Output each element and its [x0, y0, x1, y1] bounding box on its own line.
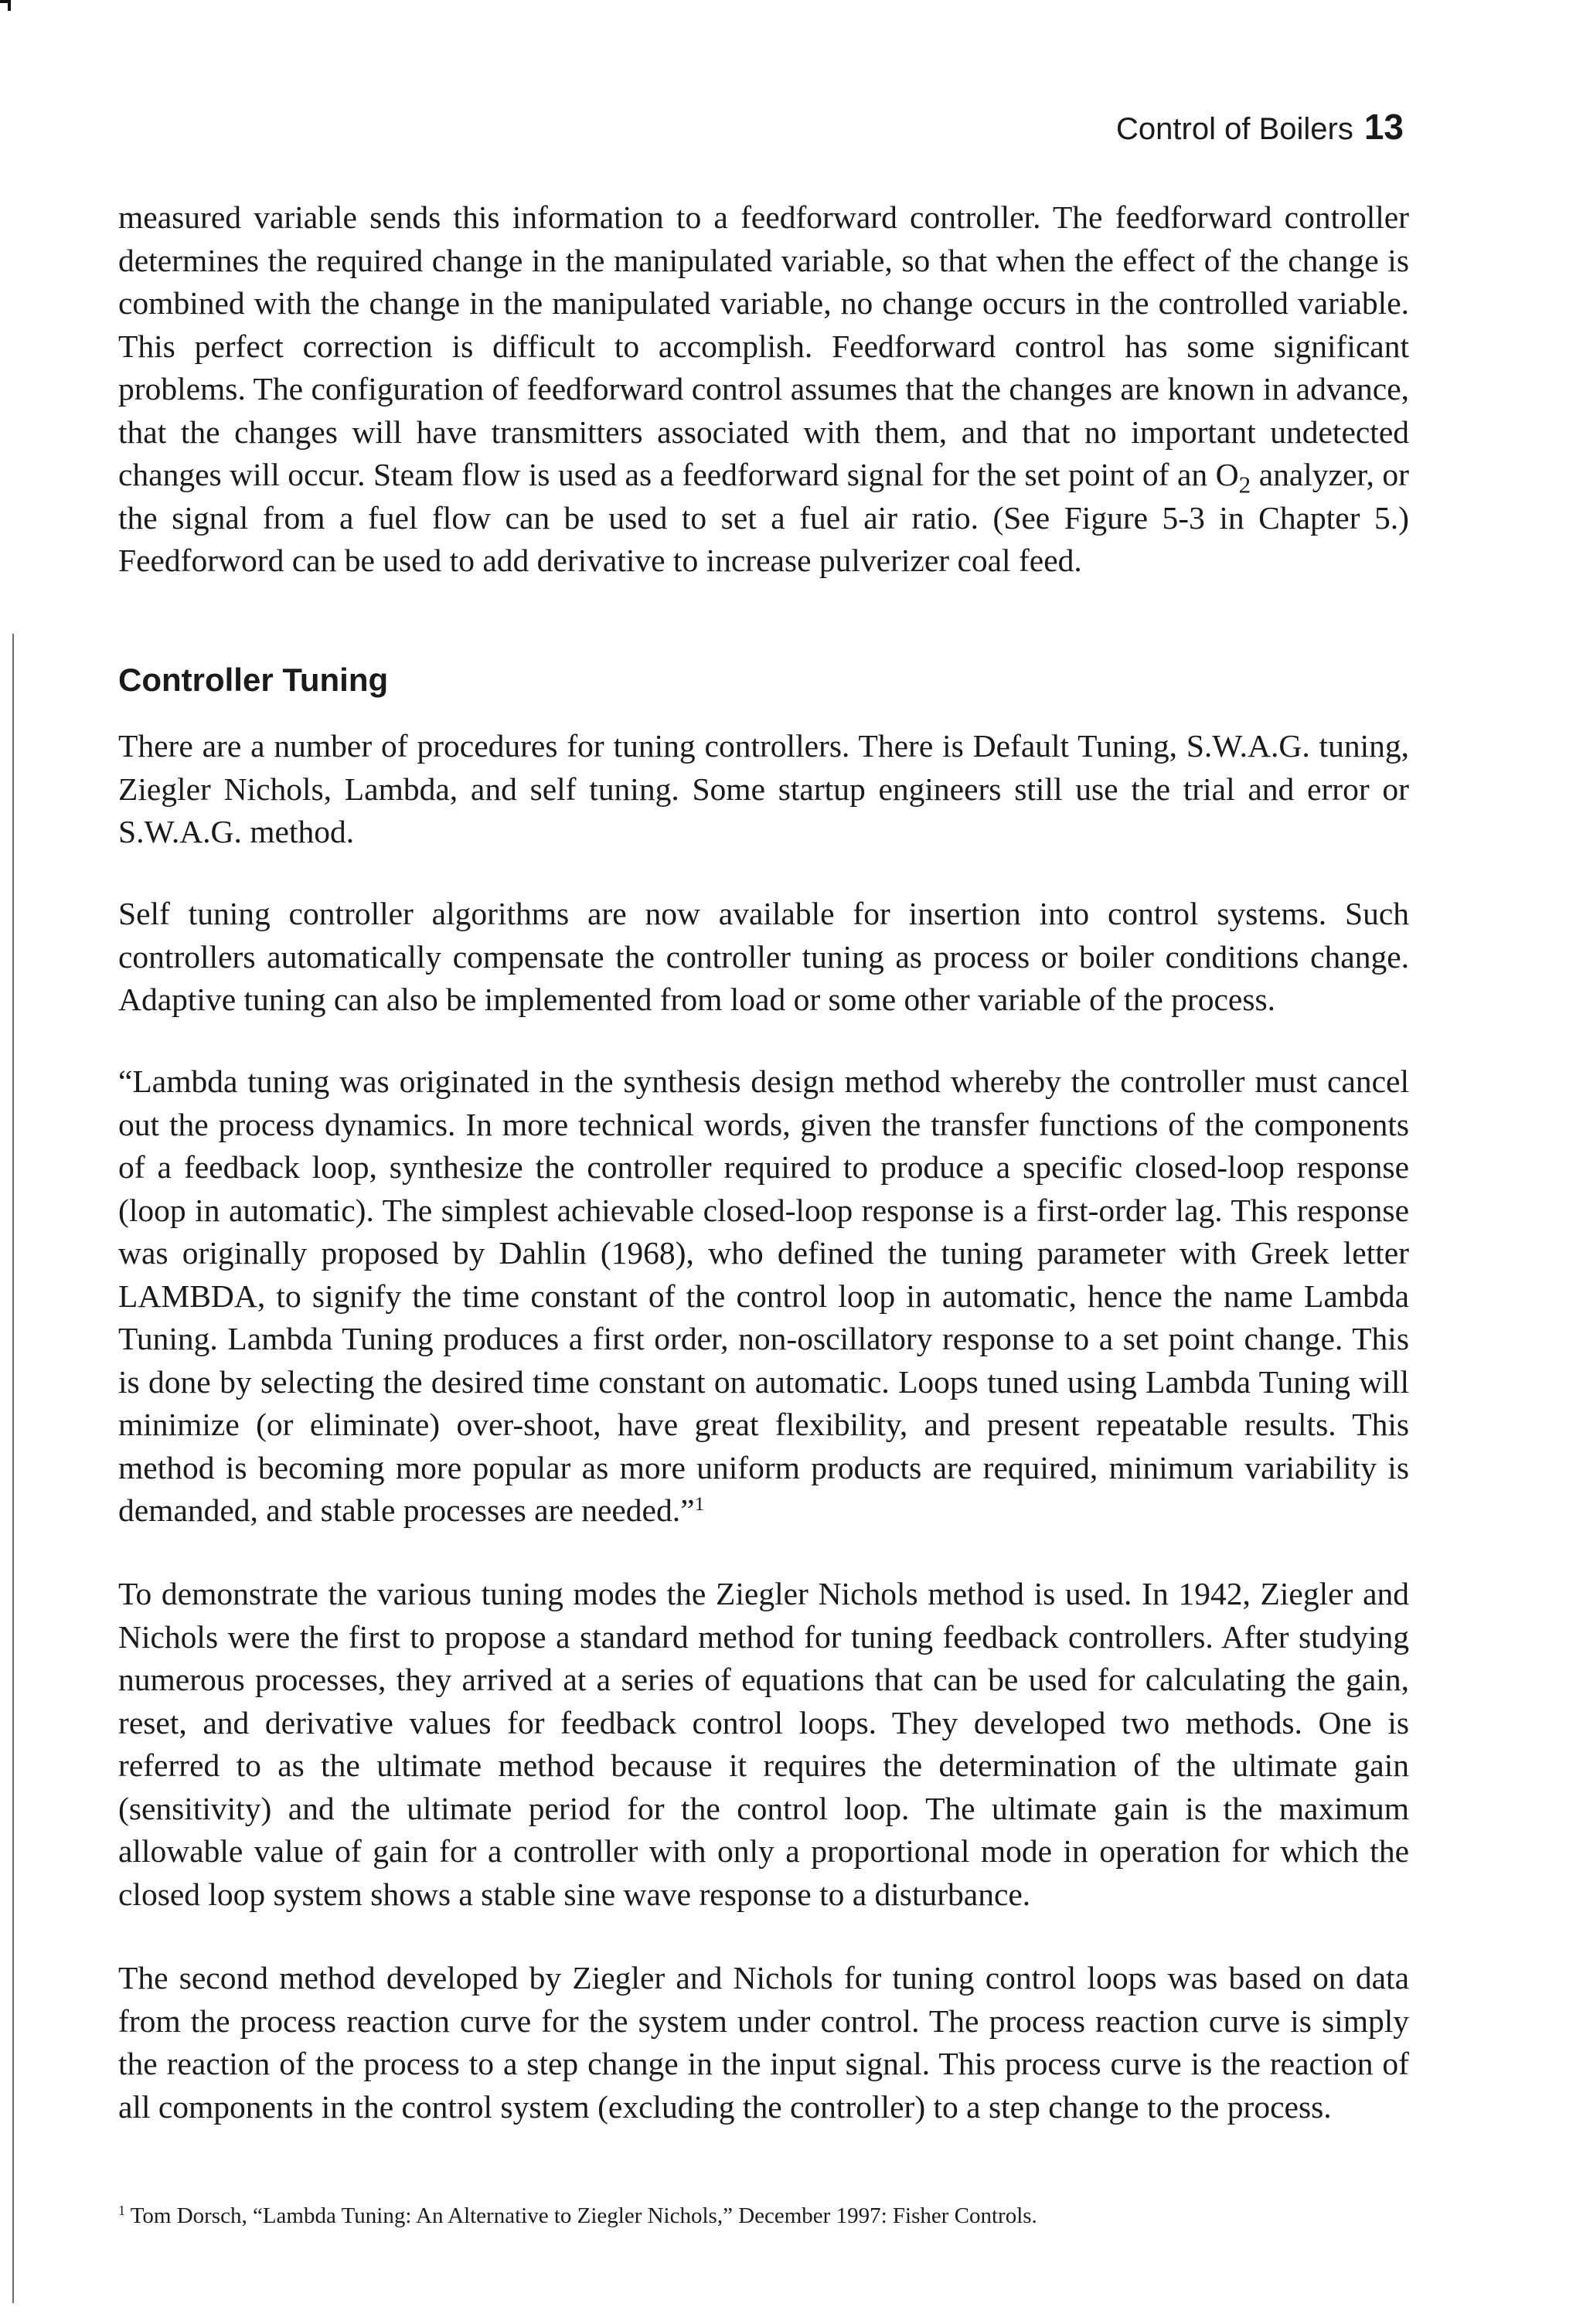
section-heading: Controller Tuning	[118, 662, 389, 698]
footnote-reference: 1	[694, 1492, 705, 1515]
paragraph-second-method: The second method developed by Ziegler and Nichols for tuning control loops was based on data from the process reaction curve for the system under control. The process reaction curve is simply the reaction of the process to a step change in the input signal. This process curve is the reaction of all components in the control system (excluding the controller) to a step change to the process.	[118, 1960, 1409, 2125]
paragraph-self-tuning: Self tuning controller algorithms are now available for insertion into control systems. Such controllers automatically compensate the controller tuning as process or boiler conditions change. Adaptive tuning can also be implemented from load or some other variable of the process.	[118, 896, 1409, 1017]
paragraph-feedforward-part-b: analyzer, or the signal from a fuel flow can be used to set a fuel air ratio. (See Figure 5-3 in Chapter 5.) Feedforword can be used to add derivative to increase pulverizer coal feed.	[118, 457, 1410, 578]
o2-subscript: 2	[1238, 471, 1251, 498]
paragraph-ziegler-nichols: To demonstrate the various tuning modes the Ziegler Nichols method is used. In 1942, Ziegler and Nichols were the first to propose a standard method for tuning feedback controllers. After studying numerous processes, they arrived at a series of equations that can be used for calculating the gain, reset, and derivative values for feedback control loops. They developed two methods. One is referred to as the ultimate method because it requires the determination of the ultimate gain (sensitivity) and the ultimate period for the control loop. The ultimate gain is the maximum allowable value of gain for a controller with only a proportional mode in operation for which the closed loop system shows a stable sine wave response to a disturbance.	[118, 1576, 1409, 1912]
paragraph-lambda-quote	[118, 1060, 1409, 1533]
paragraph-tuning-procedures: There are a number of procedures for tuning controllers. There is Default Tuning, S.W.A.G. tuning, Ziegler Nichols, Lambda, and self tuning. Some startup engineers still use the trial and error or S.W.A.G. method.	[118, 728, 1409, 849]
paragraph-feedforward	[118, 196, 1409, 583]
page-number: 13	[1363, 107, 1404, 147]
lambda-quote-text: “Lambda tuning was originated in the synthesis design method whereby the controller must cancel out the process dynamics. In more technical words, given the transfer functions of the components of a feedback loop, synthesize the controller required to produce a specific closed-loop response (loop in automatic). The simplest achievable closed-loop response is a first-order lag. This response was originally proposed by Dahlin (1968), who defined the tuning parameter with Greek letter LAMBDA, to signify the time constant of the control loop in automatic, hence the name Lambda Tuning. Lambda Tuning produces a first order, non-oscillatory response to a set point change. This is done by selecting the desired time constant on automatic. Loops tuned using Lambda Tuning will minimize (or eliminate) over-shoot, have great flexibility, and present repeatable results. This method is becoming more popular as more uniform products are required, minimum variability is demanded, and stable processes are needed.”	[118, 1063, 1409, 1528]
footnote	[118, 2201, 1409, 2230]
running-header	[1116, 106, 1404, 148]
scan-edge-line	[12, 634, 14, 2303]
footnote-marker: 1	[118, 2203, 125, 2219]
crop-mark	[0, 0, 11, 11]
running-title: Control of Boilers	[1116, 112, 1353, 146]
footnote-text: Tom Dorsch, “Lambda Tuning: An Alternative to Ziegler Nichols,” December 1997: Fisher Controls.	[124, 2203, 1037, 2228]
paragraph-feedforward-part-a: measured variable sends this information to a feedforward controller. The feedforward controller determines the required change in the manipulated variable, so that when the effect of the change is combined with the change in the manipulated variable, no change occurs in the controlled variable. This perfect correction is difficult to accomplish. Feedforward control has some significant problems. The configuration of feedforward control assumes that the changes are known in advance, that the changes will have transmitters associated with them, and that no important undetected changes will occur. Steam flow is used as a feedforward signal for the set point of an O	[118, 199, 1409, 492]
